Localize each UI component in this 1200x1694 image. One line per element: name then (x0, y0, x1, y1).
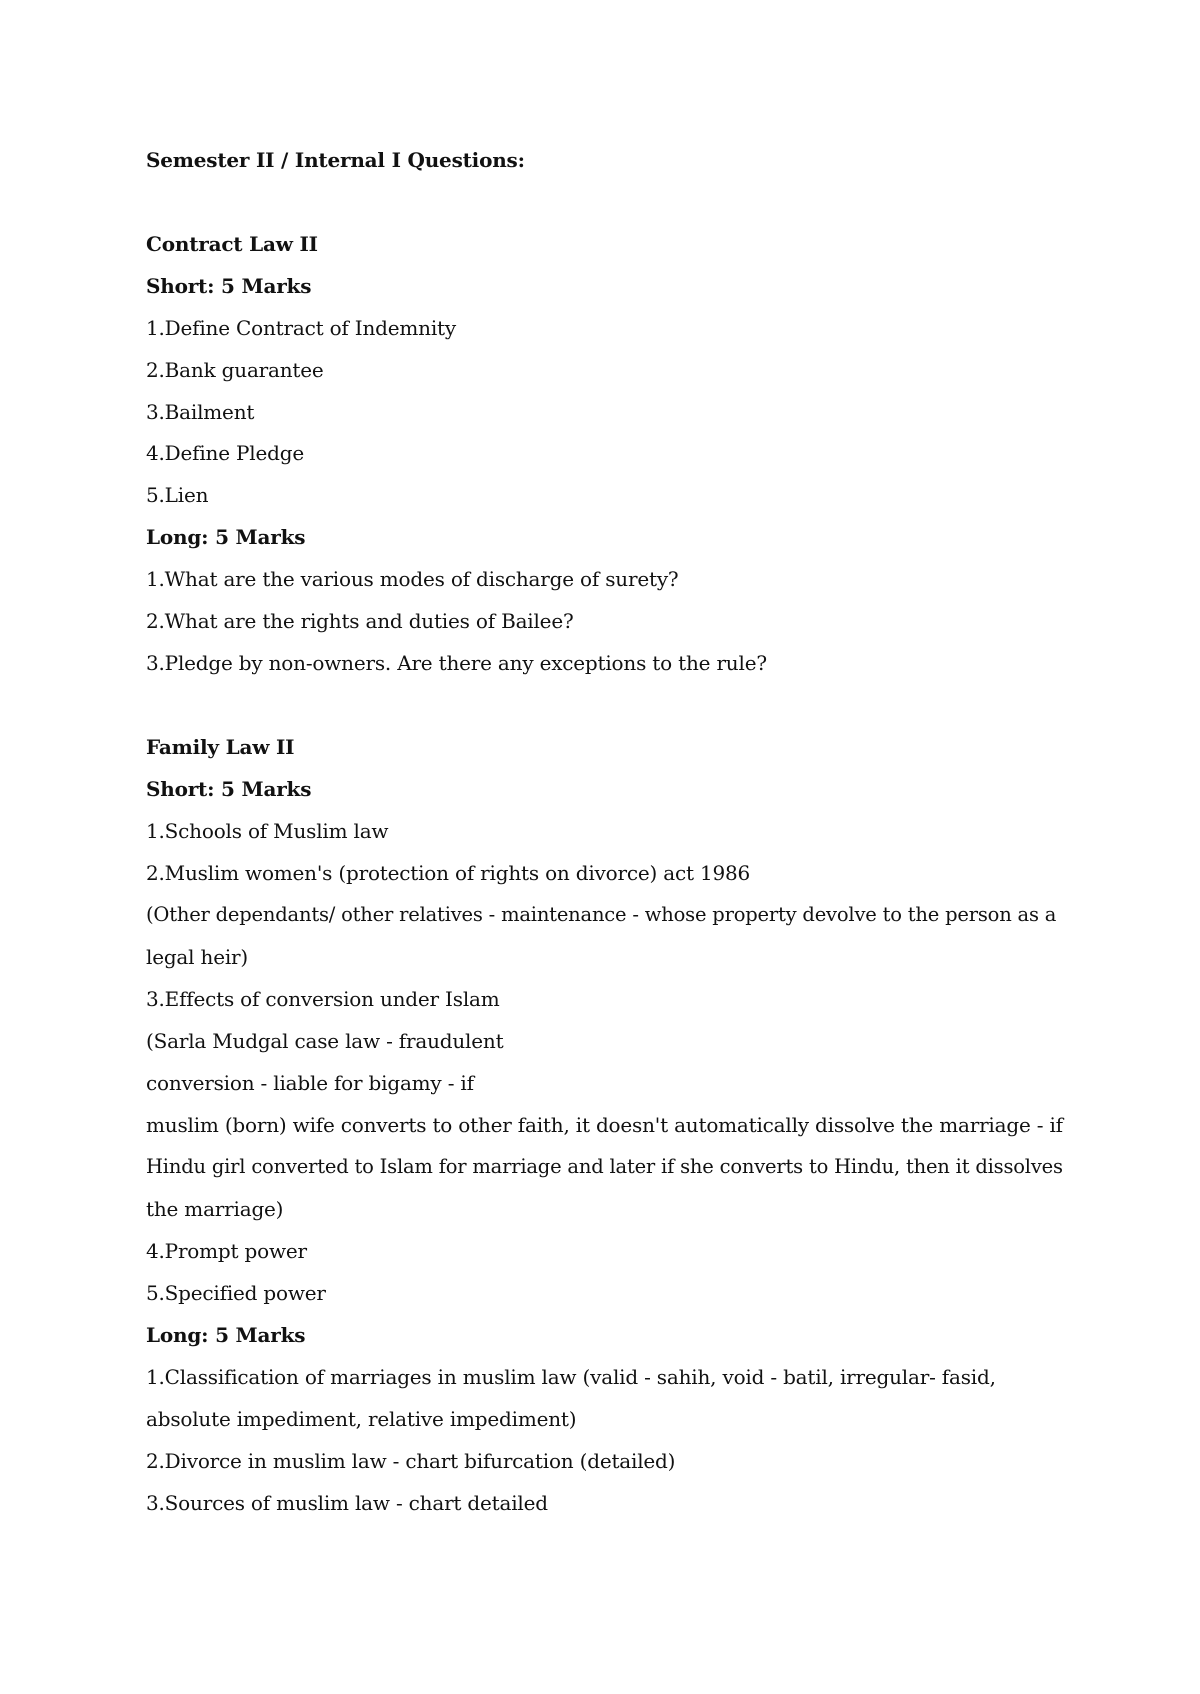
family-short-line: the marriage) (146, 1197, 284, 1221)
family-short-line: conversion - liable for bigamy - if (146, 1071, 474, 1095)
contract-short-item: 2.Bank guarantee (146, 358, 324, 382)
family-short-line: 1.Schools of Muslim law (146, 819, 389, 843)
contract-short-item: 4.Define Pledge (146, 441, 304, 465)
family-short-line: (Sarla Mudgal case law - fraudulent (146, 1029, 504, 1053)
contract-long-heading: Long: 5 Marks (146, 525, 306, 549)
family-short-line: 3.Effects of conversion under Islam (146, 987, 500, 1011)
contract-short-item: 1.Define Contract of Indemnity (146, 316, 456, 340)
family-short-line: 5.Specified power (146, 1281, 326, 1305)
contract-short-heading: Short: 5 Marks (146, 274, 312, 298)
family-short-line: 4.Prompt power (146, 1239, 307, 1263)
family-short-line: legal heir) (146, 945, 248, 969)
contract-law-heading: Contract Law II (146, 232, 318, 256)
family-short-heading: Short: 5 Marks (146, 777, 312, 801)
family-long-line: 2.Divorce in muslim law - chart bifurcation (detailed) (146, 1449, 676, 1473)
contract-short-item: 3.Bailment (146, 400, 255, 424)
family-short-line: Hindu girl converted to Islam for marriage and later if she converts to Hindu, then it dissolves (146, 1155, 1063, 1178)
family-long-line: 3.Sources of muslim law - chart detailed (146, 1491, 548, 1515)
document-title: Semester II / Internal I Questions: (146, 148, 525, 172)
contract-long-item: 1.What are the various modes of discharge of surety? (146, 567, 679, 591)
contract-long-item: 3.Pledge by non-owners. Are there any exceptions to the rule? (146, 651, 767, 675)
family-law-heading: Family Law II (146, 735, 295, 759)
family-long-line: absolute impediment, relative impediment) (146, 1407, 577, 1431)
contract-long-item: 2.What are the rights and duties of Bailee? (146, 609, 574, 633)
family-short-line: (Other dependants/ other relatives - maintenance - whose property devolve to the person as a (146, 903, 1057, 926)
contract-short-item: 5.Lien (146, 483, 209, 507)
family-short-line: muslim (born) wife converts to other faith, it doesn't automatically dissolve the marriage - if (146, 1113, 1063, 1137)
family-short-line: 2.Muslim women's (protection of rights on divorce) act 1986 (146, 861, 751, 885)
family-long-heading: Long: 5 Marks (146, 1323, 306, 1347)
family-long-line: 1.Classification of marriages in muslim law (valid - sahih, void - batil, irregular- fasid, (146, 1365, 996, 1389)
